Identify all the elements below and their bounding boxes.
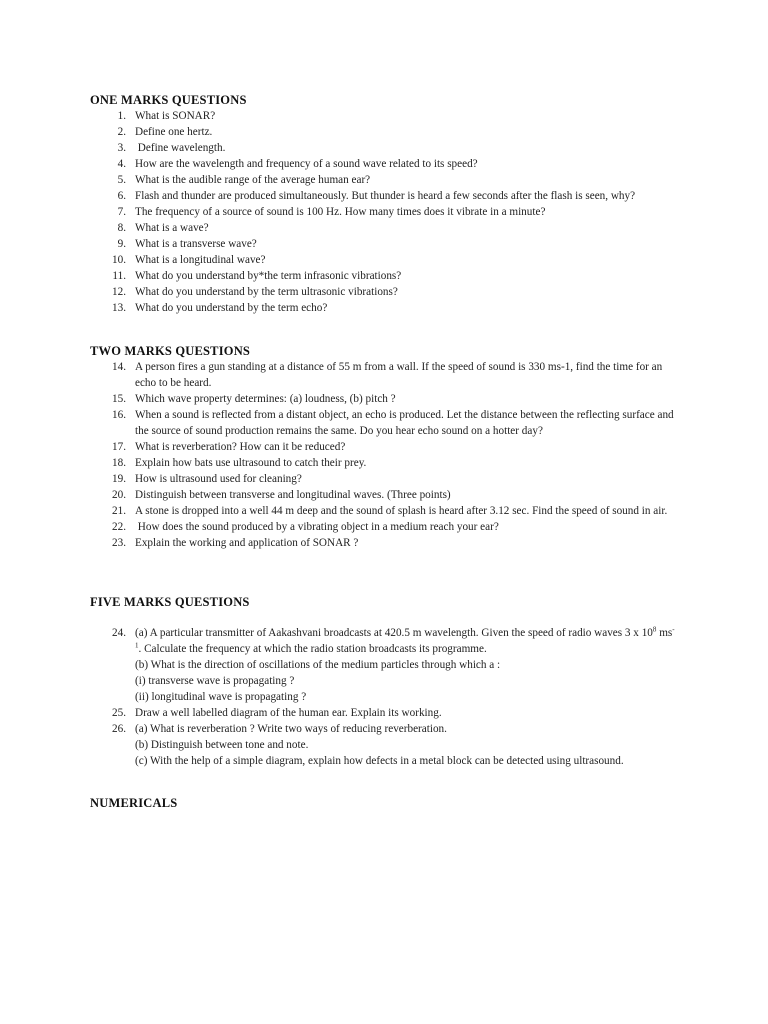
question-item [0, 455, 768, 471]
question-number: 17. [112, 441, 126, 453]
question-text: Which wave property determines: (a) loudness, (b) pitch ? [135, 393, 396, 405]
question-item [0, 471, 768, 487]
question-number: 21. [112, 505, 126, 517]
question-text: How does the sound produced by a vibrating object in a medium reach your ear? [135, 521, 499, 533]
question-text: What do you understand by the term echo? [135, 302, 328, 314]
question-text: Define wavelength. [135, 142, 226, 154]
question-number: 19. [112, 473, 126, 485]
question-text: Flash and thunder are produced simultaneously. But thunder is heard a few seconds after the flash is seen, why? [135, 190, 636, 202]
question-item [0, 284, 768, 300]
section-heading-two-marks: TWO MARKS QUESTIONS [90, 344, 251, 358]
question-number: 12. [112, 286, 126, 298]
question-number: 11. [112, 270, 126, 282]
one-marks-list [0, 108, 768, 316]
question-number: 14. [112, 361, 126, 373]
question-text: Draw a well labelled diagram of the human ear. Explain its working. [135, 707, 442, 719]
question-item [0, 625, 768, 705]
question-item [0, 487, 768, 503]
question-item [0, 391, 768, 407]
question-part-a [135, 625, 675, 657]
question-text: What do you understand by the term ultrasonic vibrations? [135, 286, 398, 298]
question-number: 18. [112, 457, 126, 469]
exponent: -1 [135, 625, 675, 650]
question-item [0, 172, 768, 188]
section-heading-five-marks: FIVE MARKS QUESTIONS [90, 595, 250, 609]
two-marks-list [0, 359, 768, 551]
question-number: 22. [112, 521, 126, 533]
question-part-b-ii: (ii) longitudinal wave is propagating ? [135, 691, 307, 703]
question-text: How are the wavelength and frequency of a sound wave related to its speed? [135, 158, 478, 170]
question-text: What is the audible range of the average human ear? [135, 174, 371, 186]
question-number: 9. [117, 238, 126, 250]
section-heading-numericals: NUMERICALS [90, 796, 178, 810]
question-number: 25. [112, 707, 126, 719]
question-item [0, 407, 768, 439]
question-text: ms [656, 627, 673, 639]
question-number: 15. [112, 393, 126, 405]
question-item [0, 220, 768, 236]
five-marks-list [0, 625, 768, 769]
question-part-c: (c) With the help of a simple diagram, explain how defects in a metal block can be detected using ultrasound. [135, 755, 624, 767]
question-number: 10. [112, 254, 126, 266]
question-item [0, 503, 768, 519]
section-heading-one-marks: ONE MARKS QUESTIONS [90, 93, 247, 107]
question-item [0, 236, 768, 252]
question-text: The frequency of a source of sound is 100 Hz. How many times does it vibrate in a minute? [135, 206, 546, 218]
question-number: 20. [112, 489, 126, 501]
question-text: (a) A particular transmitter of Aakashvani broadcasts at 420.5 m wavelength. Given the speed of radio waves 3 x 10 [135, 627, 653, 639]
question-number: 1. [117, 110, 126, 122]
question-text: What is a wave? [135, 222, 209, 234]
question-item [0, 439, 768, 455]
question-text: Explain the working and application of SONAR ? [135, 537, 359, 549]
question-item [0, 519, 768, 535]
question-number: 4. [117, 158, 126, 170]
question-number: 2. [117, 126, 126, 138]
question-number: 26. [112, 723, 126, 735]
question-item [0, 124, 768, 140]
question-part-b: (b) What is the direction of oscillations of the medium particles through which a : [135, 659, 501, 671]
question-text: What is reverberation? How can it be reduced? [135, 441, 346, 453]
question-text: A person fires a gun standing at a distance of 55 m from a wall. If the speed of sound is 330 ms-1, find the time for an echo to be heard. [135, 361, 663, 389]
question-text: When a sound is reflected from a distant object, an echo is produced. Let the distance between the reflecting surface and the source of sound production remains the same. Do you hear echo sound on a hotter day? [135, 409, 674, 437]
question-part-b: (b) Distinguish between tone and note. [135, 739, 309, 751]
question-item [0, 156, 768, 172]
question-item [0, 140, 768, 156]
question-number: 6. [117, 190, 126, 202]
question-number: 16. [112, 409, 126, 421]
question-text: How is ultrasound used for cleaning? [135, 473, 302, 485]
question-item [0, 268, 768, 284]
question-item [0, 535, 768, 551]
question-number: 23. [112, 537, 126, 549]
question-number: 7. [117, 206, 126, 218]
question-item [0, 300, 768, 316]
question-number: 13. [112, 302, 126, 314]
question-text: A stone is dropped into a well 44 m deep and the sound of splash is heard after 3.12 sec. Find the speed of sound in air. [135, 505, 668, 517]
question-text: Distinguish between transverse and longitudinal waves. (Three points) [135, 489, 451, 501]
question-item [0, 204, 768, 220]
question-text: What is a longitudinal wave? [135, 254, 266, 266]
question-number: 24. [112, 627, 126, 639]
question-text: Define one hertz. [135, 126, 213, 138]
question-item [0, 252, 768, 268]
question-text: What is SONAR? [135, 110, 216, 122]
question-text: . Calculate the frequency at which the radio station broadcasts its programme. [138, 643, 487, 655]
question-text: What do you understand by*the term infrasonic vibrations? [135, 270, 402, 282]
exponent: 8 [652, 625, 657, 634]
question-text: Explain how bats use ultrasound to catch their prey. [135, 457, 367, 469]
question-number: 5. [117, 174, 126, 186]
question-number: 8. [117, 222, 126, 234]
question-item [0, 188, 768, 204]
question-text: What is a transverse wave? [135, 238, 257, 250]
question-part-a: (a) What is reverberation ? Write two ways of reducing reverberation. [135, 723, 447, 735]
question-item [0, 359, 768, 391]
question-part-b-i: (i) transverse wave is propagating ? [135, 675, 295, 687]
question-item [0, 705, 768, 721]
question-item [0, 108, 768, 124]
question-number: 3. [117, 142, 126, 154]
question-item [0, 721, 768, 769]
